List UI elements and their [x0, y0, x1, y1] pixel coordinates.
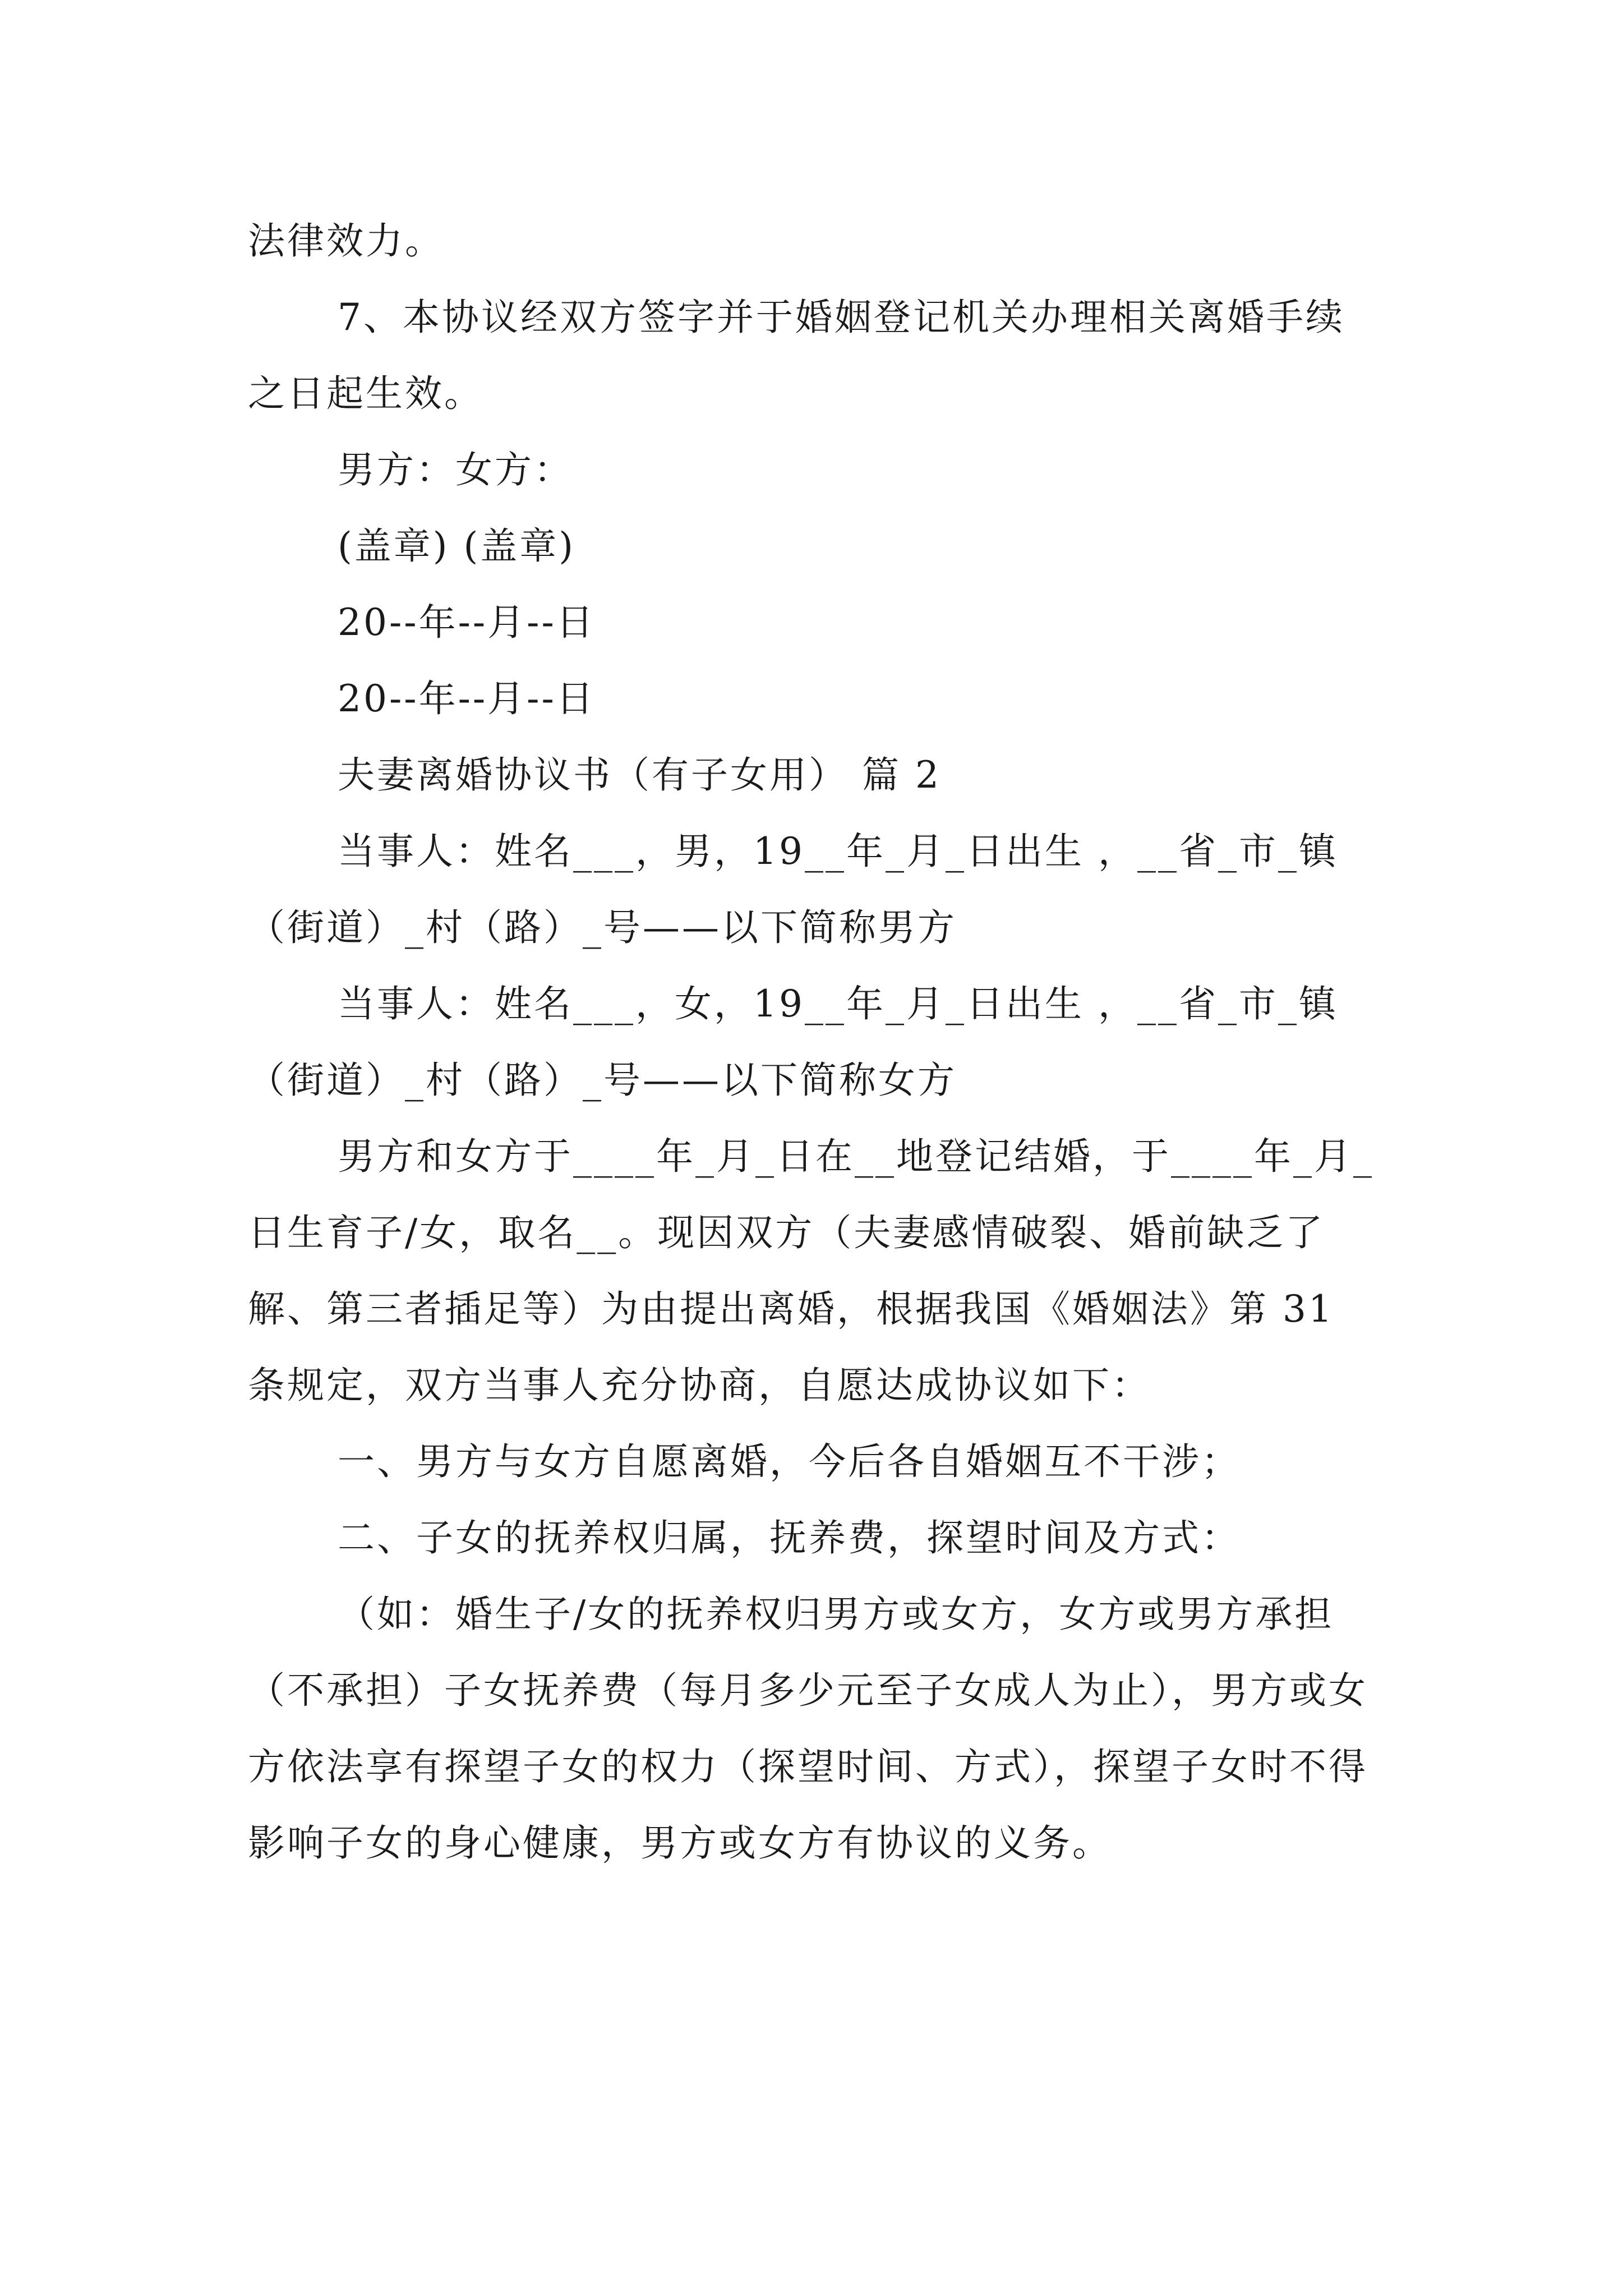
section-title: 夫妻离婚协议书（有子女用） 篇 2	[338, 753, 941, 797]
paragraph-custody-example: （如：婚生子/女的抚养权归男方或女方，女方或男方承担（不承担）子女抚养费（每月多少元至子女成人为止），男方或女方依法享有探望子女的权力（探望时间、方式），探望子女时不得影响子女的身心健康，男方或女方有协议的义务。	[248, 1593, 1368, 1865]
paragraph-article-2: 二、子女的抚养权归属，抚养费，探望时间及方式：	[338, 1516, 1241, 1559]
paragraph-marriage-background: 男方和女方于____年_月_日在__地登记结婚，于____年_月_日生育子/女，取名__。现因双方（夫妻感情破裂、婚前缺乏了解、第三者插足等）为由提出离婚，根据我国《婚姻法》第 31 条规定，双方当事人充分协商，自愿达成协议如下：	[248, 1135, 1374, 1407]
paragraph-date-2: 20--年--月--日	[338, 677, 596, 720]
document-body	[248, 203, 1375, 1881]
paragraph-clause-7: 7、本协议经双方签字并于婚姻登记机关办理相关离婚手续之日起生效。	[248, 296, 1345, 415]
paragraph-legal-effect: 法律效力。	[248, 219, 444, 263]
paragraph-party-male: 当事人：姓名___，男，19__年_月_日出生 ，__省_市_镇（街道）_村（路）_号——以下简称男方	[248, 830, 1338, 949]
paragraph-article-1: 一、男方与女方自愿离婚，今后各自婚姻互不干涉；	[338, 1440, 1241, 1483]
paragraph-date-1: 20--年--月--日	[338, 601, 596, 644]
paragraph-party-female: 当事人：姓名___，女，19__年_月_日出生 ，__省_市_镇（街道）_村（路）_号——以下简称女方	[248, 982, 1338, 1102]
paragraph-parties-signature: 男方：女方：	[338, 448, 573, 491]
paragraph-seals: (盖章) (盖章)	[338, 524, 575, 568]
